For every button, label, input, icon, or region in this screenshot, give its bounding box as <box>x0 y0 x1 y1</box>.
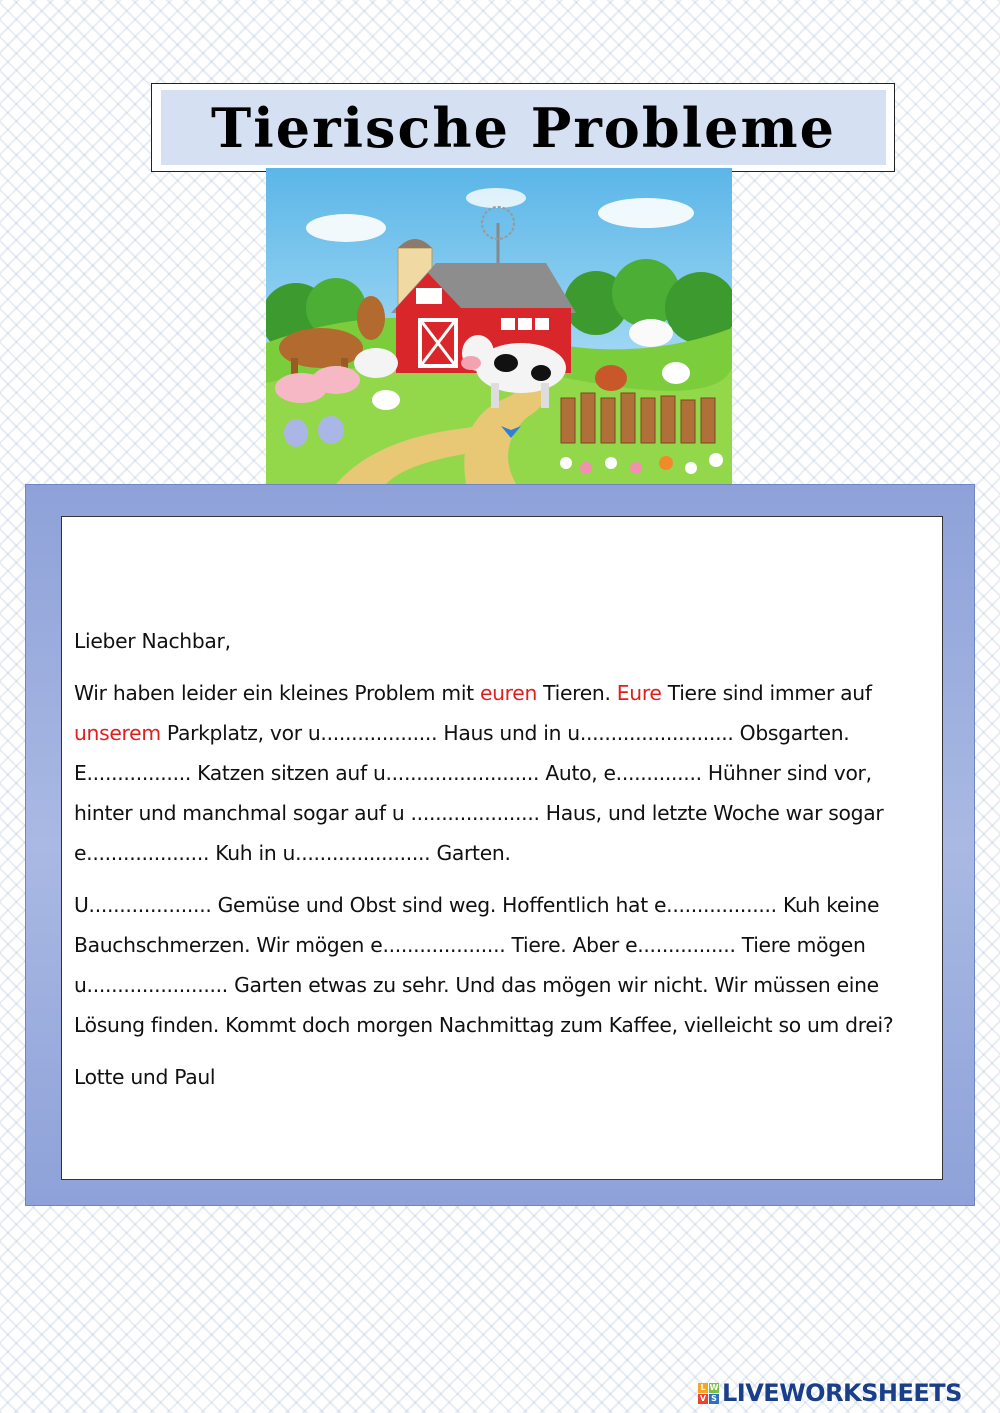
letter-signature: Lotte und Paul <box>74 1065 216 1089</box>
logo-mark-cell: W <box>709 1382 719 1392</box>
p1-seg-highlight: Eure <box>616 681 662 705</box>
farm-scene-illustration <box>266 168 732 484</box>
logo-text: LIVEWORKSHEETS <box>722 1379 962 1407</box>
letter-greeting: Lieber Nachbar, <box>74 629 231 653</box>
title-box <box>151 83 895 172</box>
letter-paragraph-1 <box>74 673 932 873</box>
p1-seg: Parkplatz, vor u................... Haus und in u......................... Obsgarten. E................. Katzen sitzen auf u......................... Auto, e.............. Hühner sind vor, hinter und manchmal sogar auf u ..................... Haus, und letzte Woche war sogar e.................... Kuh in u...................... Garten. <box>74 721 884 865</box>
letter-paragraph-2: U.................... Gemüse und Obst sind weg. Hoffentlich hat e.................. Kuh keine Bauchschmerzen. Wir mögen e.................... Tiere. Aber e................ Tiere mögen u....................... Garten etwas zu sehr. Und das mögen wir nicht. Wir müssen eine Lösung finden. Kommt doch morgen Nachmittag zum Kaffee, vielleicht so um drei? <box>74 893 894 1037</box>
logo-mark-cell: S <box>709 1394 719 1404</box>
p1-seg-highlight: euren <box>479 681 538 705</box>
page-title: Tierische Probleme <box>211 95 836 160</box>
title-banner <box>161 90 886 165</box>
logo-mark-cell: L <box>698 1383 708 1393</box>
p1-seg: Tiere sind immer auf <box>661 681 872 705</box>
p1-seg: Wir haben leider ein kleines Problem mit <box>74 681 480 705</box>
logo-mark-icon <box>698 1383 719 1404</box>
letter-box <box>61 516 943 1180</box>
p1-seg: Tieren. <box>537 681 617 705</box>
liveworksheets-logo <box>698 1378 962 1408</box>
logo-mark-cell: V <box>699 1393 707 1403</box>
p1-seg-highlight: unserem <box>74 721 161 745</box>
